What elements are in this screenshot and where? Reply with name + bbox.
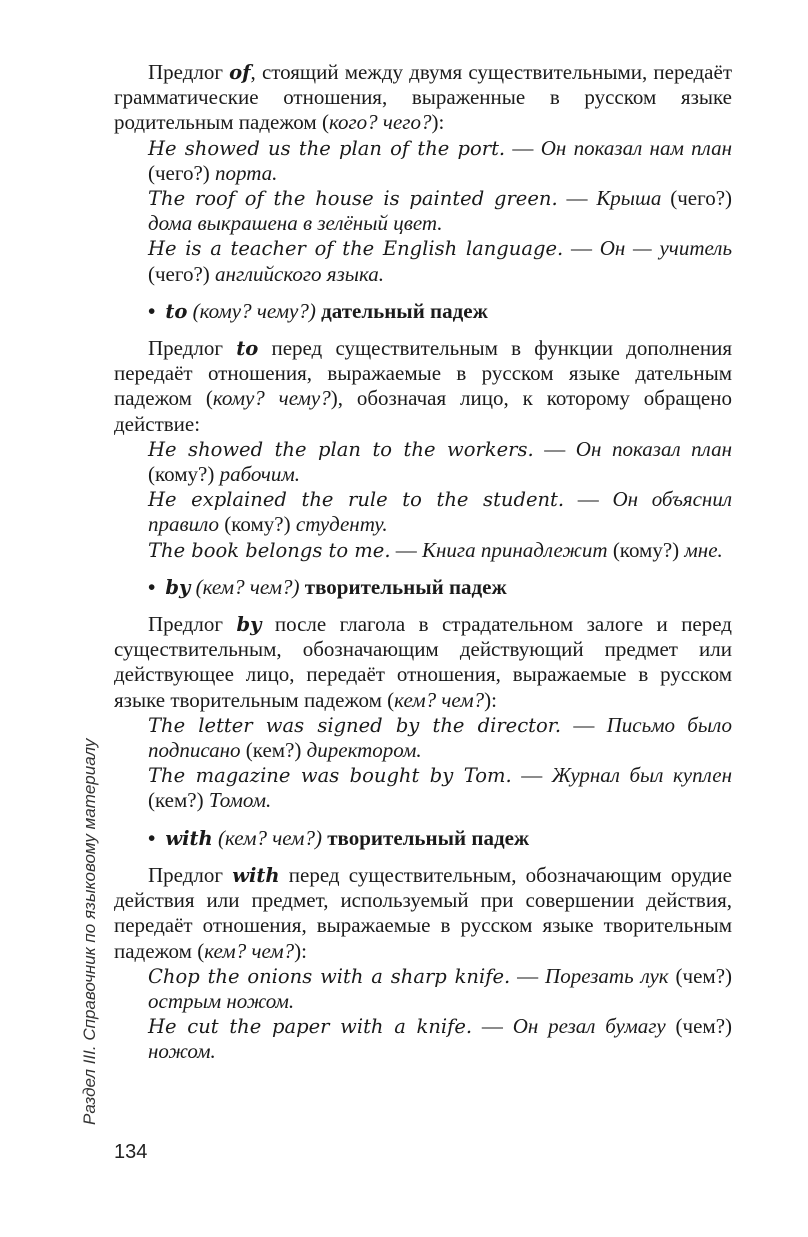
example-to-1: He showed the plan to the workers. — Он показал план (кому?) рабочим.	[148, 436, 732, 487]
to-paragraph: Предлог to перед существительным в функции дополнения передаёт отношения, выражаемые в русском языке дательным падежом (кому? чему?), обозначая лицо, к которому обращено действие:	[114, 336, 732, 436]
example-of-2: The roof of the house is painted green. — Крыша (чего?) дома выкрашена в зелёный цвет.	[148, 186, 733, 236]
intro-paragraph: Предлог of, стоящий между двумя существительными, передаёт грамматические отношения, выраженные в русском языке родительным падежом (кого? чего?):	[114, 60, 732, 135]
page-number: 134	[114, 1141, 148, 1163]
section-heading-with: • with (кем? чем?) творительный падеж	[148, 825, 530, 850]
example-by-2: The magazine was bought by Tom. — Журнал был куплен (кем?) Томом.	[148, 763, 733, 813]
example-to-2: He explained the rule to the student. — Он объяснил правило (кому?) студенту.	[148, 487, 733, 537]
example-with-1: Chop the onions with a sharp knife. — Порезать лук (чем?) острым ножом.	[148, 963, 733, 1013]
keyword-of: of	[229, 61, 251, 84]
with-paragraph: Предлог with перед существительным, обозначающим орудие действия или предмет, используемый при совершении действия, передаёт отношения, выражаемые в русском языке творительным падежом (кем? чем?):	[114, 862, 732, 963]
page-body	[114, 60, 732, 1065]
example-of-3: He is a teacher of the English language. — Он — учитель (чего?) английского языка.	[148, 236, 732, 286]
example-by-1: The letter was signed by the director. — Письмо было подписано (кем?) директором.	[148, 712, 732, 763]
example-with-2: He cut the paper with a knife. — Он резал бумагу (чем?) ножом.	[148, 1014, 733, 1064]
section-side-label: Раздел III. Справочник по языковому материалу	[80, 738, 99, 1125]
by-paragraph: Предлог by после глагола в страдательном залоге и перед существительным, обозначающим действующий предмет или действующее лицо, передаёт отношения, выражаемые в русском языке творительным падежом (кем? чем?):	[114, 612, 732, 712]
example-of-1: He showed us the plan of the port. — Он показал нам план (чего?) порта.	[148, 135, 732, 185]
example-to-3: The book belongs to me. — Книга принадлежит (кому?) мне.	[148, 537, 723, 562]
section-heading-by: • by (кем? чем?) творительный падеж	[148, 574, 507, 599]
section-heading-to: • to (кому? чему?) дательный падеж	[148, 298, 488, 323]
